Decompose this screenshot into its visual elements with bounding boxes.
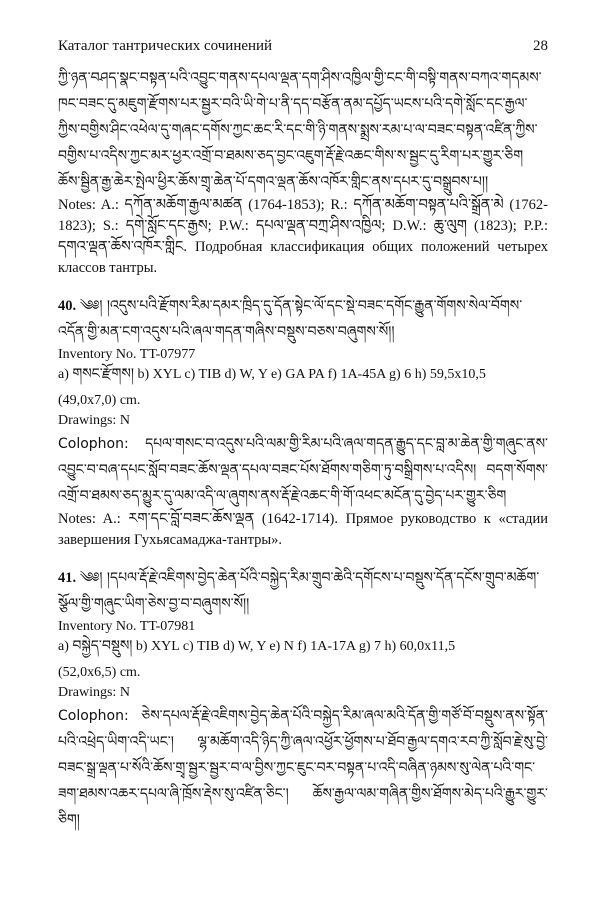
page-header [58, 38, 548, 55]
entry-tibetan-title: ༄༅། །དཔལ་རྡོ་རྗེ་འཇིགས་བྱེད་ཆེན་པོའི་བསྐྱེད་རིམ་གྲུབ་ཆེའི་དགོངས་པ་བསྡུས་དོན་དངོས་གྲུབ་མཆོག་སྩོལ་གྱི་གཞུང་ཡིག་ཅེས་བྱ་བ་བཞུགས་སོ།། [58, 570, 540, 612]
page-number: 28 [533, 38, 548, 54]
intro-tibetan-text: ཀྱི་ཉན་བཤད་སྣང་བསྟན་པའི་འབྱུང་གནས་དཔལ་ལྡན་དག་ཤིས་འཁྱིལ་གྱི་ངང་གི་བསྟི་གནས་བཀའ་གདམས་ཁང་བཟང་དུ་མཇུག་རྫོགས་པར་སྦྱར་བའི་ཡི་གེ་པ་ནི་དད་བརྩོན་ནམ་དཔྱོད་ཡངས་པའི་དགེ་སློང་དང་རྒྱལ་ཀྱིས་བགྱིས་ཤིང་འཕེལ་དུ་གཞང་དགོས་ཀྱང་ཆང་རི་དང་གི་ཉི་གནས་སྨྲས་རམ་པ་ལ་བཟང་བསྟན་འཛིན་ཀྱིས་བགྱིས་པ་འདིས་ཀྱང་མར་ཕྱར་འགྲོ་བ་ཐམས་ཅད་བྱང་འཇུག་རྡོ་རྗེ་འཆང་གིས་ས་སྦྱང་དུ་རིག་པར་གྱུར་ཅིག ཆོས་སྦྱིན་རྒྱ་ཆེར་སྤེལ་ཕྱིར་ཆོས་གྲྭ་ཆེན་པོ་དགའ་ལྡན་ཆོས་འཁོར་གླིང་ནས་དཔར་དུ་བསྒྲུབས་པ།། [58, 70, 542, 190]
entry-colophon: Colophon: དཔལ་གསང་བ་འདུས་པའི་ལམ་གྱི་རིམ་པའི་ཞལ་གདན་རྒྱུད་དང་བླ་མ་ཆེན་གྱི་གཞུང་ནས་འབྱུང་བ་བཞ་དཔང་སློབ་བཟང་ཆོས་ལྡན་དཔལ་བཟང་པོས་ཐོགས་གཅིག་ཏུ་བསྒྲིགས་པ་འདིས། བདག་སོགས་འགྲོ་བ་ཐམས་ཅད་མྱུར་དུ་ལམ་འདི་ལ་ཞུགས་ནས་རྡོ་རྗེ་འཆང་གི་གོ་འཕང་མངོན་དུ་བྱེད་པར་གྱུར་ཅིག [58, 436, 548, 504]
intro-block [58, 65, 548, 279]
inventory-number: Inventory No. TT-07981 [58, 619, 196, 634]
entry-notes: Notes: A.: རག་དང་བློ་བཟང་ཆོས་ལྡན (1642-1714). Прямое руководство к «стадии завершения Гухьясамаджа-тантры». [58, 511, 548, 548]
entry-fields: a) གསང་རྫོགས། b) XYL c) TIB d) W, Y e) GA PA f) 1A-45A g) 6 h) 59,5x10,5 [58, 367, 486, 382]
entry-number: 40. [58, 298, 77, 314]
entry-number: 41. [58, 570, 77, 586]
running-title: Каталог тантрических сочинений [58, 38, 273, 54]
entry-dimensions: (49,0x7,0) cm. [58, 393, 141, 408]
inventory-number: Inventory No. TT-07977 [58, 347, 196, 362]
entry-fields: a) བསྐྱེད་བསྡུས། b) XYL c) TIB d) W, Y e) N f) 1A-17A g) 7 h) 60,0x11,5 [58, 639, 456, 654]
entry-heading [58, 293, 548, 345]
entry-heading [58, 565, 548, 617]
catalog-entry-40 [58, 293, 548, 551]
catalog-entry-41 [58, 565, 548, 833]
entry-tibetan-title: ༄༅། །འདུས་པའི་རྫོགས་རིམ་དམར་ཁྲིད་དུ་དོན་སྟེང་ལོ་དང་སྡེ་བཟང་དགོང་རྒྱུན་གོགས་སེལ་བོགས་འདོན་གྱི་མན་ངག་འདུས་པའི་ཞལ་གདན་གཞིས་བསྡུས་བཅས་བཞུགས་སོ།། [58, 298, 523, 340]
notes-paragraph: Notes: A.: དཀོན་མཆོག་རྒྱལ་མཚན (1764-1853); R.: དཀོན་མཆོག་བསྟན་པའི་སྒྲོན་མེ (1762-1823); S.: དགེ་སློང་དང་རྒྱས; P.W.: དཔལ་ལྡན་བཀྲ་ཤིས་འཁྱིལ; D.W.: ཆུ་ལུག (1823); P.P.: དགའ་ལྡན་ཆོས་འཁོར་གླིང. Подробная классификация общих положений четырех классов тантры. [58, 197, 548, 276]
catalog-page [58, 38, 548, 847]
entry-drawings: Drawings: N [58, 685, 130, 700]
entry-colophon: Colophon: ཅེས་དཔལ་རྡོ་རྗེ་འཇིགས་བྱེད་ཆེན་པོའི་བསྐྱེད་རིམ་ཞལ་མའི་དོན་གྱི་གཙོ་བོ་བསྡུས་ནས་སྟོན་པའི་འཕྲེད་ཡིག་འདི་ཡང་། ལྷ་མཆོག་འདི་ཉིད་ཀྱི་ཞལ་འཕྱོར་ཕྱོགས་པ་ཐོབ་རྒྱལ་དགའ་རབ་ཀྱི་སློབ་རྗེ་སུ་བྱེ་བཟང་སྒྲ་ལྡན་པ་སོའི་ཆོས་གྲྭ་སྦྱར་སྦྱར་བ་ལ་བྱིས་ཀྱང་ཇུང་བར་བསྟན་པ་འདི་བཞིན་ཉམས་སུ་ལེན་པའི་གང་ཟག་ཐམས་འཆར་དཔལ་ཞི་ཁྲོས་རྡེས་སུ་འཛིན་ཅིང་། ཆོས་རྒྱལ་ལམ་གཞིན་གྱིས་ཐོགས་མེད་པའི་རྒྱུར་གྱུར་ཅིག། [58, 708, 548, 828]
entry-dimensions: (52,0x6,5) cm. [58, 665, 141, 680]
entry-drawings: Drawings: N [58, 413, 130, 428]
